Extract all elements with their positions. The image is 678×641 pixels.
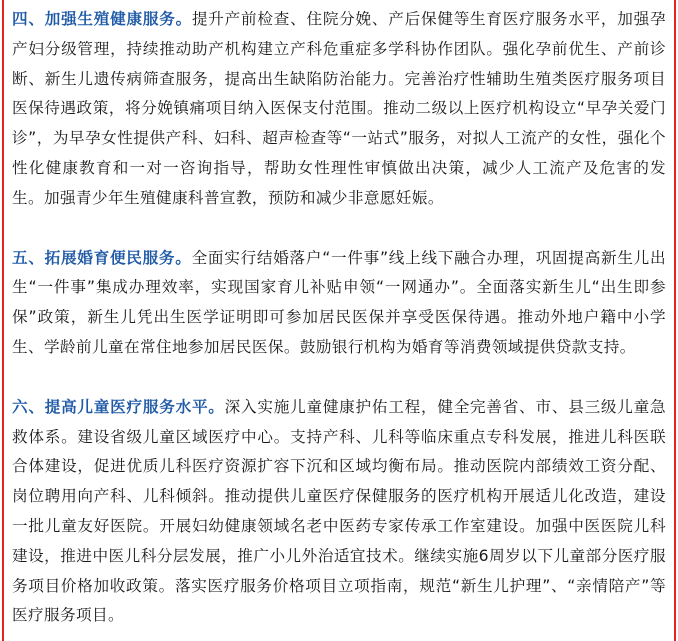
section-reproductive-health	[12, 5, 666, 214]
section-text: 全面实行结婚落户“一件事”线上线下融合办理，巩固提高新生儿出生“一件事”集成办理效率，实现国家育儿补贴申领“一网通办”。全面落实新生儿“出生即参保”政策，新生儿凭出生医学证明即可参加居民医保并享受医保待遇。推动外地户籍中小学生、学龄前儿童在常住地参加居民医保。鼓励银行机构为婚育等消费领域提供贷款支持。	[12, 248, 666, 356]
section-heading: 五、拓展婚育便民服务。	[12, 248, 192, 267]
section-marriage-services	[12, 244, 666, 363]
section-heading: 四、加强生殖健康服务。	[12, 10, 192, 28]
section-child-medical	[12, 393, 666, 631]
section-heading: 六、提高儿童医疗服务水平。	[12, 397, 225, 416]
article-body	[2, 0, 676, 641]
section-text: 提升产前检查、住院分娩、产后保健等生育医疗服务水平，加强孕产妇分级管理，持续推动助产机构建立产科危重症多学科协作团队。强化孕前优生、产前诊断、新生儿遗传病筛查服务，提高出生缺陷防治能力。完善治疗性辅助生殖类医疗服务项目医保待遇政策，将分娩镇痛项目纳入医保支付范围。推动二级以上医疗机构设立“早孕关爱门诊”，为早孕女性提供产科、妇科、超声检查等“一站式”服务，对拟人工流产的女性，强化个性化健康教育和一对一咨询指导，帮助女性理性审慎做出决策，减少人工流产及危害的发生。加强青少年生殖健康科普宣教，预防和减少非意愿妊娠。	[12, 10, 666, 207]
section-text: 深入实施儿童健康护佑工程，健全完善省、市、县三级儿童急救体系。建设省级儿童区域医疗中心。支持产科、儿科等临床重点专科发展，推进儿科医联合体建设，促进优质儿科医疗资源扩容下沉和区域均衡布局。推动医院内部绩效工资分配、岗位聘用向产科、儿科倾斜。推动提供儿童医疗保健服务的医疗机构开展适儿化改造，建设一批儿童友好医院。开展妇幼健康领域名老中医药专家传承工作室建设。加强中医医院儿科建设，推进中医儿科分层发展，推广小儿外治适宜技术。继续实施6周岁以下儿童部分医疗服务项目价格加收政策。落实医疗服务价格项目立项指南，规范“新生儿护理”、“亲情陪产”等医疗服务项目。	[12, 397, 666, 625]
